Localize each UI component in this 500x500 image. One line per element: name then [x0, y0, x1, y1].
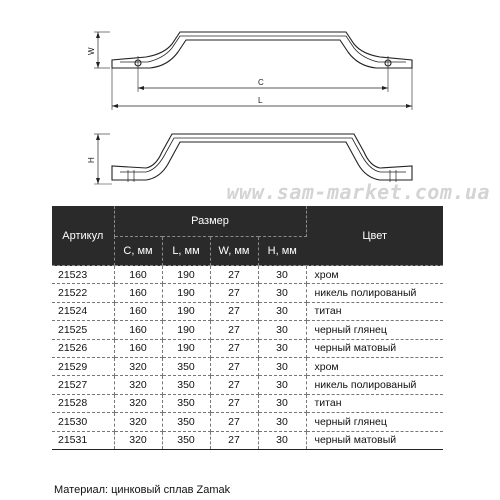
table-row	[52, 394, 443, 412]
h-cell: 30	[258, 266, 306, 284]
subheader-c: C, мм	[114, 237, 162, 266]
table-row	[52, 357, 443, 375]
l-cell: 350	[162, 394, 210, 412]
watermark: www.sam-market.com.ua	[226, 180, 490, 204]
subheader-h: H, мм	[258, 237, 306, 266]
w-cell: 27	[210, 394, 258, 412]
header-size: Размер	[114, 206, 306, 237]
color-cell: хром	[306, 266, 443, 284]
table-row	[52, 302, 443, 320]
color-cell: черный глянец	[306, 413, 443, 431]
color-cell: хром	[306, 357, 443, 375]
subheader-l: L, мм	[162, 237, 210, 266]
w-cell: 27	[210, 302, 258, 320]
dim-w-label: W	[87, 47, 96, 55]
color-cell: титан	[306, 394, 443, 412]
article-cell: 21527	[52, 376, 114, 394]
h-cell: 30	[258, 431, 306, 449]
c-cell: 320	[114, 413, 162, 431]
table-row	[52, 376, 443, 394]
c-cell: 320	[114, 394, 162, 412]
h-cell: 30	[258, 413, 306, 431]
handle-top-outline	[112, 32, 412, 68]
color-cell: титан	[306, 302, 443, 320]
color-cell: черный матовый	[306, 431, 443, 449]
handle-drawing	[0, 0, 500, 200]
h-cell: 30	[258, 339, 306, 357]
spec-table-body	[52, 266, 443, 450]
l-cell: 350	[162, 376, 210, 394]
article-cell: 21522	[52, 284, 114, 302]
article-cell: 21524	[52, 302, 114, 320]
table-row	[52, 431, 443, 449]
article-cell: 21525	[52, 321, 114, 339]
c-cell: 160	[114, 266, 162, 284]
article-cell: 21526	[52, 339, 114, 357]
spec-table	[52, 206, 443, 450]
color-cell: никель полированый	[306, 284, 443, 302]
w-cell: 27	[210, 376, 258, 394]
l-cell: 190	[162, 339, 210, 357]
w-cell: 27	[210, 357, 258, 375]
c-cell: 160	[114, 284, 162, 302]
c-cell: 320	[114, 376, 162, 394]
h-cell: 30	[258, 302, 306, 320]
dim-h-label: H	[87, 157, 96, 163]
c-cell: 160	[114, 339, 162, 357]
article-cell: 21530	[52, 413, 114, 431]
c-cell: 160	[114, 321, 162, 339]
article-cell: 21528	[52, 394, 114, 412]
l-cell: 350	[162, 413, 210, 431]
color-cell: черный глянец	[306, 321, 443, 339]
table-row	[52, 339, 443, 357]
l-cell: 190	[162, 284, 210, 302]
article-cell: 21531	[52, 431, 114, 449]
l-cell: 350	[162, 431, 210, 449]
c-cell: 320	[114, 431, 162, 449]
w-cell: 27	[210, 431, 258, 449]
handle-side-outline	[112, 134, 412, 180]
color-cell: черный матовый	[306, 339, 443, 357]
h-cell: 30	[258, 376, 306, 394]
dim-c-label: C	[258, 78, 264, 87]
l-cell: 350	[162, 357, 210, 375]
w-cell: 27	[210, 413, 258, 431]
w-cell: 27	[210, 339, 258, 357]
article-cell: 21523	[52, 266, 114, 284]
c-cell: 160	[114, 302, 162, 320]
l-cell: 190	[162, 266, 210, 284]
l-cell: 190	[162, 302, 210, 320]
w-cell: 27	[210, 284, 258, 302]
color-cell: никель полированый	[306, 376, 443, 394]
header-color: Цвет	[306, 206, 443, 266]
table-row	[52, 321, 443, 339]
c-cell: 320	[114, 357, 162, 375]
article-cell: 21529	[52, 357, 114, 375]
subheader-w: W, мм	[210, 237, 258, 266]
table-row	[52, 266, 443, 284]
header-article: Артикул	[52, 206, 114, 266]
dim-l-label: L	[258, 96, 263, 105]
material-note: Материал: цинковый сплав Zamak	[54, 484, 231, 496]
w-cell: 27	[210, 321, 258, 339]
h-cell: 30	[258, 394, 306, 412]
h-cell: 30	[258, 321, 306, 339]
h-cell: 30	[258, 357, 306, 375]
w-cell: 27	[210, 266, 258, 284]
table-row	[52, 413, 443, 431]
table-row	[52, 284, 443, 302]
l-cell: 190	[162, 321, 210, 339]
h-cell: 30	[258, 284, 306, 302]
